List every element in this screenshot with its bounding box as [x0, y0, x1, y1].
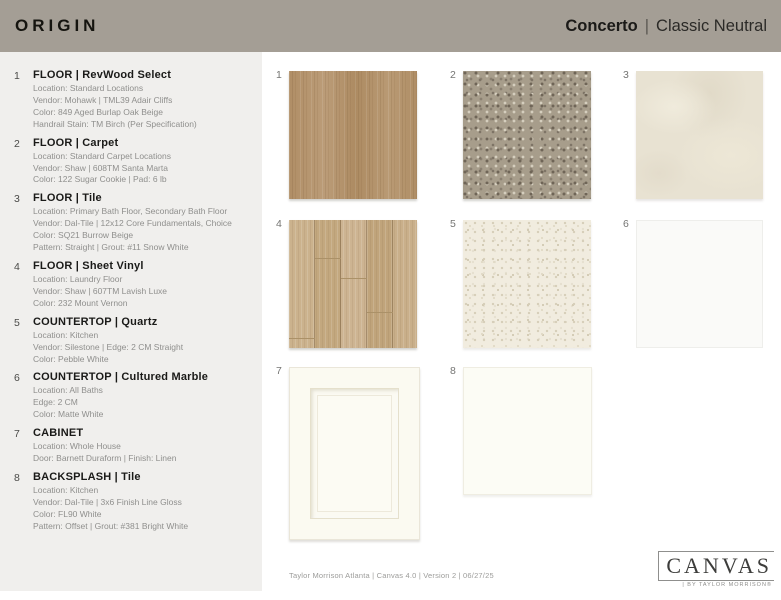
spec-item-body — [33, 192, 252, 254]
swatch-marble-white — [623, 218, 763, 348]
spec-item-title: BACKSPLASH | Tile — [33, 470, 141, 483]
spec-item-detail: Location: Standard Locations — [33, 83, 144, 93]
page-title — [565, 17, 767, 36]
swatch-tile-cream — [623, 69, 763, 199]
swatch-number: 2 — [450, 69, 456, 81]
spec-item-detail: Vendor: Shaw | 607TM Lavish Luxe — [33, 285, 168, 296]
spec-item-detail: Color: FL90 White — [33, 508, 102, 519]
swatch-surface — [463, 71, 591, 199]
spec-item-detail: Location: Primary Bath Floor, Secondary Bath Floor — [33, 206, 228, 217]
spec-item-title: COUNTERTOP | Cultured Marble — [33, 371, 209, 384]
spec-item-number: 2 — [14, 137, 20, 150]
spec-item-number: 3 — [14, 193, 20, 206]
cabinet-door-frame — [310, 388, 399, 519]
spec-item-body — [33, 316, 252, 366]
spec-item-number: 4 — [14, 260, 20, 273]
swatch-surface — [289, 71, 417, 199]
swatch-number: 7 — [276, 365, 282, 377]
spec-item-detail: Vendor: Mohawk | TML39 Adair Cliffs — [33, 94, 173, 105]
swatch-number: 6 — [623, 218, 629, 230]
collection-name: Concerto — [565, 16, 638, 35]
spec-item-detail: Location: Laundry Floor — [33, 273, 123, 284]
swatch-number: 3 — [623, 69, 629, 81]
spec-item — [14, 192, 252, 254]
spec-item-detail: Location: Kitchen — [33, 329, 99, 340]
spec-item-detail: Location: Kitchen — [33, 484, 99, 495]
spec-item-detail: Color: SQ21 Burrow Beige — [33, 230, 134, 241]
spec-item-body — [33, 260, 252, 310]
spec-item-detail: Vendor: Silestone | Edge: 2 CM Straight — [33, 341, 184, 352]
swatch-quartz-speckle — [450, 218, 591, 348]
brand-logo: ORIGIN — [15, 16, 100, 35]
spec-item-detail: Location: Whole House — [33, 441, 121, 452]
spec-item-detail: Color: Matte White — [33, 409, 104, 420]
palette-name: Classic Neutral — [656, 16, 767, 35]
header — [0, 0, 781, 52]
swatch-number: 1 — [276, 69, 282, 81]
spec-item — [14, 471, 252, 533]
swatch-cabinet-door — [276, 365, 420, 540]
spec-list — [0, 52, 262, 591]
spec-item-title: FLOOR | Tile — [33, 192, 102, 205]
spec-item-detail: Color: 232 Mount Vernon — [33, 297, 128, 308]
spec-item-detail: Color: Pebble White — [33, 353, 109, 364]
spec-item-detail: Color: 849 Aged Burlap Oak Beige — [33, 106, 163, 117]
spec-item-title: FLOOR | Sheet Vinyl — [33, 259, 144, 272]
header-divider: | — [644, 16, 650, 35]
swatch-surface — [636, 220, 763, 348]
swatch-vinyl-plank — [276, 218, 417, 348]
spec-item-title: FLOOR | RevWood Select — [33, 69, 172, 81]
spec-item-body — [33, 137, 252, 187]
spec-item — [14, 260, 252, 310]
spec-item-body — [33, 427, 252, 465]
canvas-logo-tagline: | BY TAYLOR MORRISON® — [682, 582, 772, 588]
spec-item-detail: Location: All Baths — [33, 385, 103, 396]
cabinet-door-panel — [318, 396, 391, 511]
spec-item-detail: Edge: 2 CM — [33, 397, 78, 408]
canvas-logo-text: CANVAS — [658, 551, 774, 581]
spec-item — [14, 427, 252, 465]
document-info: Taylor Morrison Atlanta | Canvas 4.0 | Version 2 | 06/27/25 — [289, 571, 494, 580]
spec-item-body — [33, 69, 252, 131]
spec-item-detail: Vendor: Dal-Tile | 3x6 Finish Line Gloss — [33, 496, 182, 507]
spec-item-title: CABINET — [33, 427, 84, 440]
spec-item-detail: Vendor: Shaw | 608TM Santa Marta — [33, 162, 168, 173]
swatch-number: 8 — [450, 365, 456, 377]
spec-item-body — [33, 371, 252, 421]
spec-item-detail: Door: Barnett Duraform | Finish: Linen — [33, 453, 177, 464]
swatch-surface — [463, 220, 591, 348]
canvas-logo — [658, 551, 774, 588]
spec-item-number: 6 — [14, 372, 20, 385]
swatch-number: 5 — [450, 218, 456, 230]
swatch-carpet-speckle — [450, 69, 591, 199]
spec-item-body — [33, 471, 252, 533]
spec-item-detail: Location: Standard Carpet Locations — [33, 150, 171, 161]
spec-item-number: 7 — [14, 428, 20, 441]
spec-item-title: COUNTERTOP | Quartz — [33, 315, 158, 328]
spec-item-detail: Vendor: Dal-Tile | 12x12 Core Fundamentals, Choice — [33, 218, 232, 229]
spec-item-number: 1 — [14, 70, 20, 82]
swatch-surface — [463, 367, 592, 495]
swatch-wood-grain — [276, 69, 417, 199]
spec-item-detail: Pattern: Straight | Grout: #11 Snow White — [33, 242, 189, 253]
swatch-surface — [636, 71, 763, 199]
spec-item-detail: Color: 122 Sugar Cookie | Pad: 6 lb — [33, 174, 167, 185]
spec-item-number: 8 — [14, 471, 20, 484]
swatch-number: 4 — [276, 218, 282, 230]
spec-item-title: FLOOR | Carpet — [33, 136, 119, 149]
swatch-board — [262, 52, 781, 600]
spec-item-number: 5 — [14, 316, 20, 329]
swatch-tile-white — [450, 365, 592, 495]
spec-item — [14, 371, 252, 421]
swatch-surface — [289, 367, 420, 540]
spec-item — [14, 69, 252, 131]
spec-item-detail: Handrail Stain: TM Birch (Per Specification) — [33, 118, 197, 129]
spec-item-detail: Pattern: Offset | Grout: #381 Bright White — [33, 520, 189, 531]
swatch-surface — [289, 220, 417, 348]
spec-item — [14, 316, 252, 366]
spec-item — [14, 137, 252, 187]
